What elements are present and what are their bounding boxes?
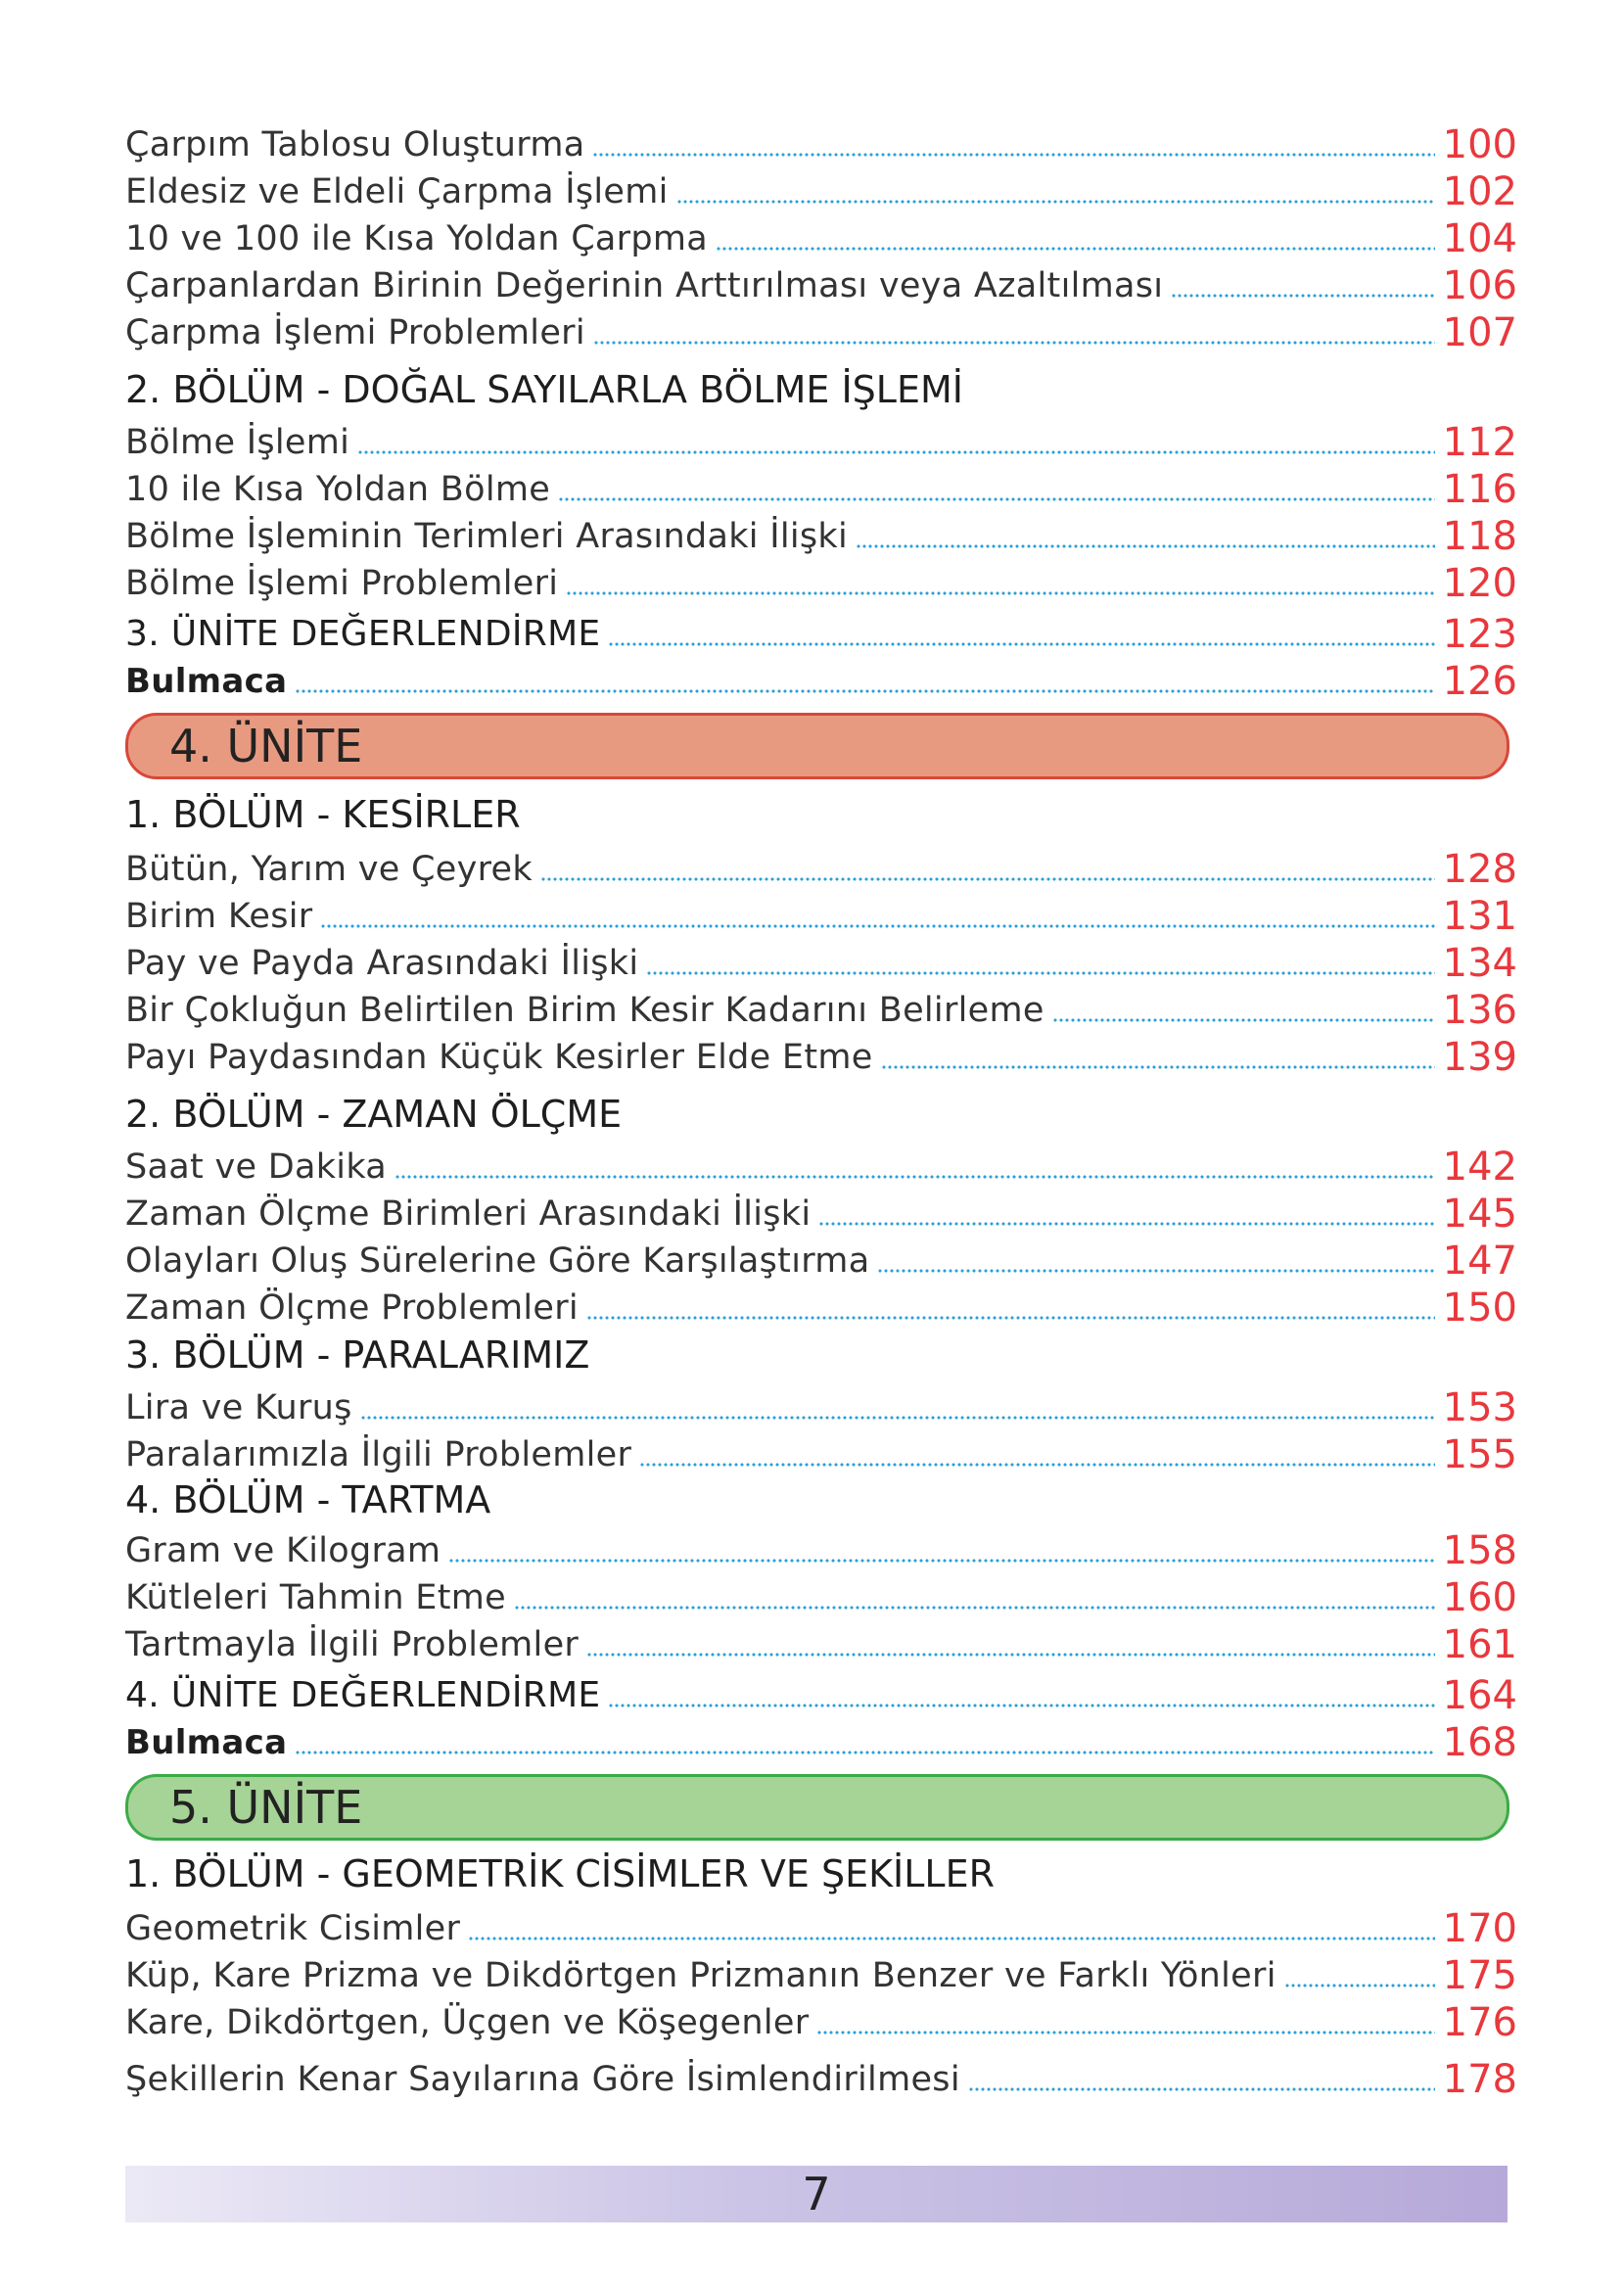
leader-dots [540, 877, 1435, 881]
toc-entry-page: 176 [1442, 2000, 1517, 2045]
leader-dots [856, 544, 1435, 548]
section-heading: 3. BÖLÜM - PARALARIMIZ [125, 1333, 590, 1377]
toc-entry[interactable] [125, 988, 1517, 1033]
toc-entry-title: 10 ve 100 ile Kısa Yoldan Çarpma [125, 219, 709, 258]
toc-entry[interactable] [125, 1906, 1517, 1951]
toc-entry-title: Bir Çokluğun Belirtilen Birim Kesir Kadarını Belirleme [125, 991, 1044, 1030]
toc-entry-page: 116 [1442, 467, 1517, 512]
toc-entry[interactable] [125, 169, 1517, 214]
toc-entry[interactable] [125, 1286, 1517, 1331]
leader-dots [320, 924, 1434, 928]
toc-entry-title: Küp, Kare Prizma ve Dikdörtgen Prizmanın Benzer ve Farklı Yönleri [125, 1956, 1276, 1995]
page-number: 7 [802, 2168, 831, 2221]
toc-entry-title: Bölme İşlemi Problemleri [125, 564, 559, 603]
toc-entry[interactable] [125, 894, 1517, 939]
toc-entry-page: 170 [1442, 1906, 1517, 1951]
toc-entry-title: Gram ve Kilogram [125, 1531, 441, 1570]
toc-entry-page: 158 [1442, 1528, 1517, 1573]
leader-dots [558, 497, 1435, 501]
toc-entry-title: Saat ve Dakika [125, 1147, 388, 1187]
toc-entry-title: Tartmayla İlgili Problemler [125, 1625, 580, 1664]
toc-entry-page: 112 [1442, 420, 1517, 465]
toc-entry-title: Çarpma İşlemi Problemleri [125, 313, 585, 352]
leader-dots [881, 1065, 1435, 1069]
toc-entry[interactable] [125, 847, 1517, 892]
leader-dots [646, 971, 1434, 975]
leader-dots [360, 1416, 1435, 1420]
toc-entry[interactable] [125, 1953, 1517, 1998]
leader-dots [608, 1704, 1434, 1707]
toc-entry-title: Bütün, Yarım ve Çeyrek [125, 850, 533, 889]
toc-entry-title: Bölme İşlemi [125, 423, 350, 462]
section-heading: 1. BÖLÜM - KESİRLER [125, 793, 521, 836]
toc-entry-page: 128 [1442, 847, 1517, 892]
toc-entry-title: Zaman Ölçme Problemleri [125, 1288, 579, 1328]
toc-entry-page: 136 [1442, 988, 1517, 1033]
unit-5-banner [125, 1774, 1509, 1841]
toc-entry[interactable] [125, 1622, 1517, 1667]
leader-dots [468, 1937, 1434, 1940]
toc-entry-page: 123 [1442, 612, 1517, 657]
leader-dots [818, 1222, 1434, 1226]
toc-entry-page: 161 [1442, 1622, 1517, 1667]
unit-4-title: 4. ÜNİTE [169, 720, 363, 772]
toc-entry-page: 164 [1442, 1673, 1517, 1718]
toc-entry-title: 10 ile Kısa Yoldan Bölme [125, 470, 551, 509]
section-heading: 4. BÖLÜM - TARTMA [125, 1478, 491, 1521]
toc-entry-title: Bulmaca [125, 662, 288, 701]
leader-dots [586, 1316, 1435, 1320]
leader-dots [676, 200, 1435, 204]
toc-entry-page: 102 [1442, 169, 1517, 214]
toc-entry-page: 126 [1442, 659, 1517, 704]
toc-entry-title: Paralarımızla İlgili Problemler [125, 1435, 632, 1474]
toc-entry-title: Çarpanlardan Birinin Değerinin Arttırılması veya Azaltılması [125, 266, 1164, 305]
toc-entry-puzzle[interactable] [125, 1720, 1517, 1765]
toc-entry-page: 168 [1442, 1720, 1517, 1765]
toc-entry-title: 3. ÜNİTE DEĞERLENDİRME [125, 614, 601, 654]
toc-entry-title: Geometrik Cisimler [125, 1909, 461, 1948]
toc-entry-title: Lira ve Kuruş [125, 1388, 352, 1427]
toc-entry[interactable] [125, 561, 1517, 606]
toc-entry-title: Çarpım Tablosu Oluşturma [125, 125, 585, 164]
leader-dots [1171, 294, 1434, 298]
toc-entry-title: Payı Paydasından Küçük Kesirler Elde Etme [125, 1038, 873, 1077]
toc-entry[interactable] [125, 1385, 1517, 1430]
toc-entry-title: Olayları Oluş Sürelerine Göre Karşılaştırma [125, 1241, 870, 1281]
toc-entry-unit-evaluation[interactable] [125, 1673, 1517, 1718]
toc-entry-page: 104 [1442, 216, 1517, 261]
section-heading: 2. BÖLÜM - ZAMAN ÖLÇME [125, 1093, 623, 1136]
toc-entry-title: Birim Kesir [125, 897, 313, 936]
toc-entry-page: 160 [1442, 1575, 1517, 1620]
leader-dots [586, 1653, 1435, 1657]
section-heading: 1. BÖLÜM - GEOMETRİK CİSİMLER VE ŞEKİLLER [125, 1852, 995, 1895]
toc-entry-title: Bölme İşleminin Terimleri Arasındaki İlişki [125, 517, 849, 556]
toc-entry[interactable] [125, 1575, 1517, 1620]
unit-4-banner [125, 713, 1509, 779]
toc-entry-page: 139 [1442, 1035, 1517, 1080]
toc-entry[interactable] [125, 1432, 1517, 1477]
toc-entry[interactable] [125, 467, 1517, 512]
toc-entry-page: 178 [1442, 2057, 1517, 2102]
leader-dots [566, 591, 1434, 595]
toc-entry-title: Bulmaca [125, 1723, 288, 1762]
toc-entry-page: 134 [1442, 941, 1517, 986]
toc-entry-puzzle[interactable] [125, 659, 1517, 704]
leader-dots [514, 1606, 1435, 1610]
leader-dots [716, 247, 1435, 251]
toc-entry[interactable] [125, 263, 1517, 308]
toc-entry[interactable] [125, 1192, 1517, 1237]
toc-entry[interactable] [125, 310, 1517, 355]
toc-entry[interactable] [125, 941, 1517, 986]
toc-entry[interactable] [125, 514, 1517, 559]
toc-entry[interactable] [125, 2057, 1517, 2102]
leader-dots [968, 2087, 1435, 2091]
leader-dots [608, 642, 1434, 646]
toc-entry[interactable] [125, 1145, 1517, 1190]
toc-entry-page: 131 [1442, 894, 1517, 939]
toc-entry-page: 175 [1442, 1953, 1517, 1998]
toc-entry-page: 120 [1442, 561, 1517, 606]
leader-dots [592, 153, 1434, 157]
leader-dots [448, 1559, 1434, 1563]
toc-entry[interactable] [125, 2000, 1517, 2045]
toc-entry-page: 153 [1442, 1385, 1517, 1430]
toc-entry[interactable] [125, 1239, 1517, 1284]
toc-entry-title: Zaman Ölçme Birimleri Arasındaki İlişki [125, 1194, 812, 1234]
toc-entry[interactable] [125, 216, 1517, 261]
toc-entry-unit-evaluation[interactable] [125, 612, 1517, 657]
leader-dots [1284, 1984, 1435, 1987]
toc-entry-title: Pay ve Payda Arasındaki İlişki [125, 944, 639, 983]
toc-entry-page: 150 [1442, 1286, 1517, 1331]
leader-dots [816, 2031, 1434, 2034]
leader-dots [394, 1175, 1435, 1179]
toc-entry[interactable] [125, 122, 1517, 167]
toc-entry-page: 145 [1442, 1192, 1517, 1237]
section-heading: 2. BÖLÜM - DOĞAL SAYILARLA BÖLME İŞLEMİ [125, 368, 963, 411]
toc-entry-page: 100 [1442, 122, 1517, 167]
toc-entry-page: 118 [1442, 514, 1517, 559]
toc-entry-title: Kütleleri Tahmin Etme [125, 1578, 506, 1617]
leader-dots [593, 341, 1435, 345]
toc-entry[interactable] [125, 1035, 1517, 1080]
toc-entry-title: Kare, Dikdörtgen, Üçgen ve Köşegenler [125, 2003, 810, 2042]
page-footer [125, 2166, 1508, 2222]
leader-dots [639, 1463, 1434, 1467]
toc-entry-page: 155 [1442, 1432, 1517, 1477]
unit-5-title: 5. ÜNİTE [169, 1781, 363, 1834]
leader-dots [295, 1751, 1434, 1754]
leader-dots [357, 450, 1435, 454]
toc-entry[interactable] [125, 1528, 1517, 1573]
toc-entry-page: 147 [1442, 1239, 1517, 1284]
toc-entry-title: Şekillerin Kenar Sayılarına Göre İsimlendirilmesi [125, 2060, 960, 2099]
toc-entry-page: 106 [1442, 263, 1517, 308]
leader-dots [1052, 1018, 1435, 1022]
toc-entry-title: Eldesiz ve Eldeli Çarpma İşlemi [125, 172, 669, 211]
leader-dots [877, 1269, 1434, 1273]
toc-entry-page: 142 [1442, 1145, 1517, 1190]
leader-dots [295, 689, 1434, 693]
toc-entry[interactable] [125, 420, 1517, 465]
toc-entry-title: 4. ÜNİTE DEĞERLENDİRME [125, 1675, 601, 1715]
toc-entry-page: 107 [1442, 310, 1517, 355]
